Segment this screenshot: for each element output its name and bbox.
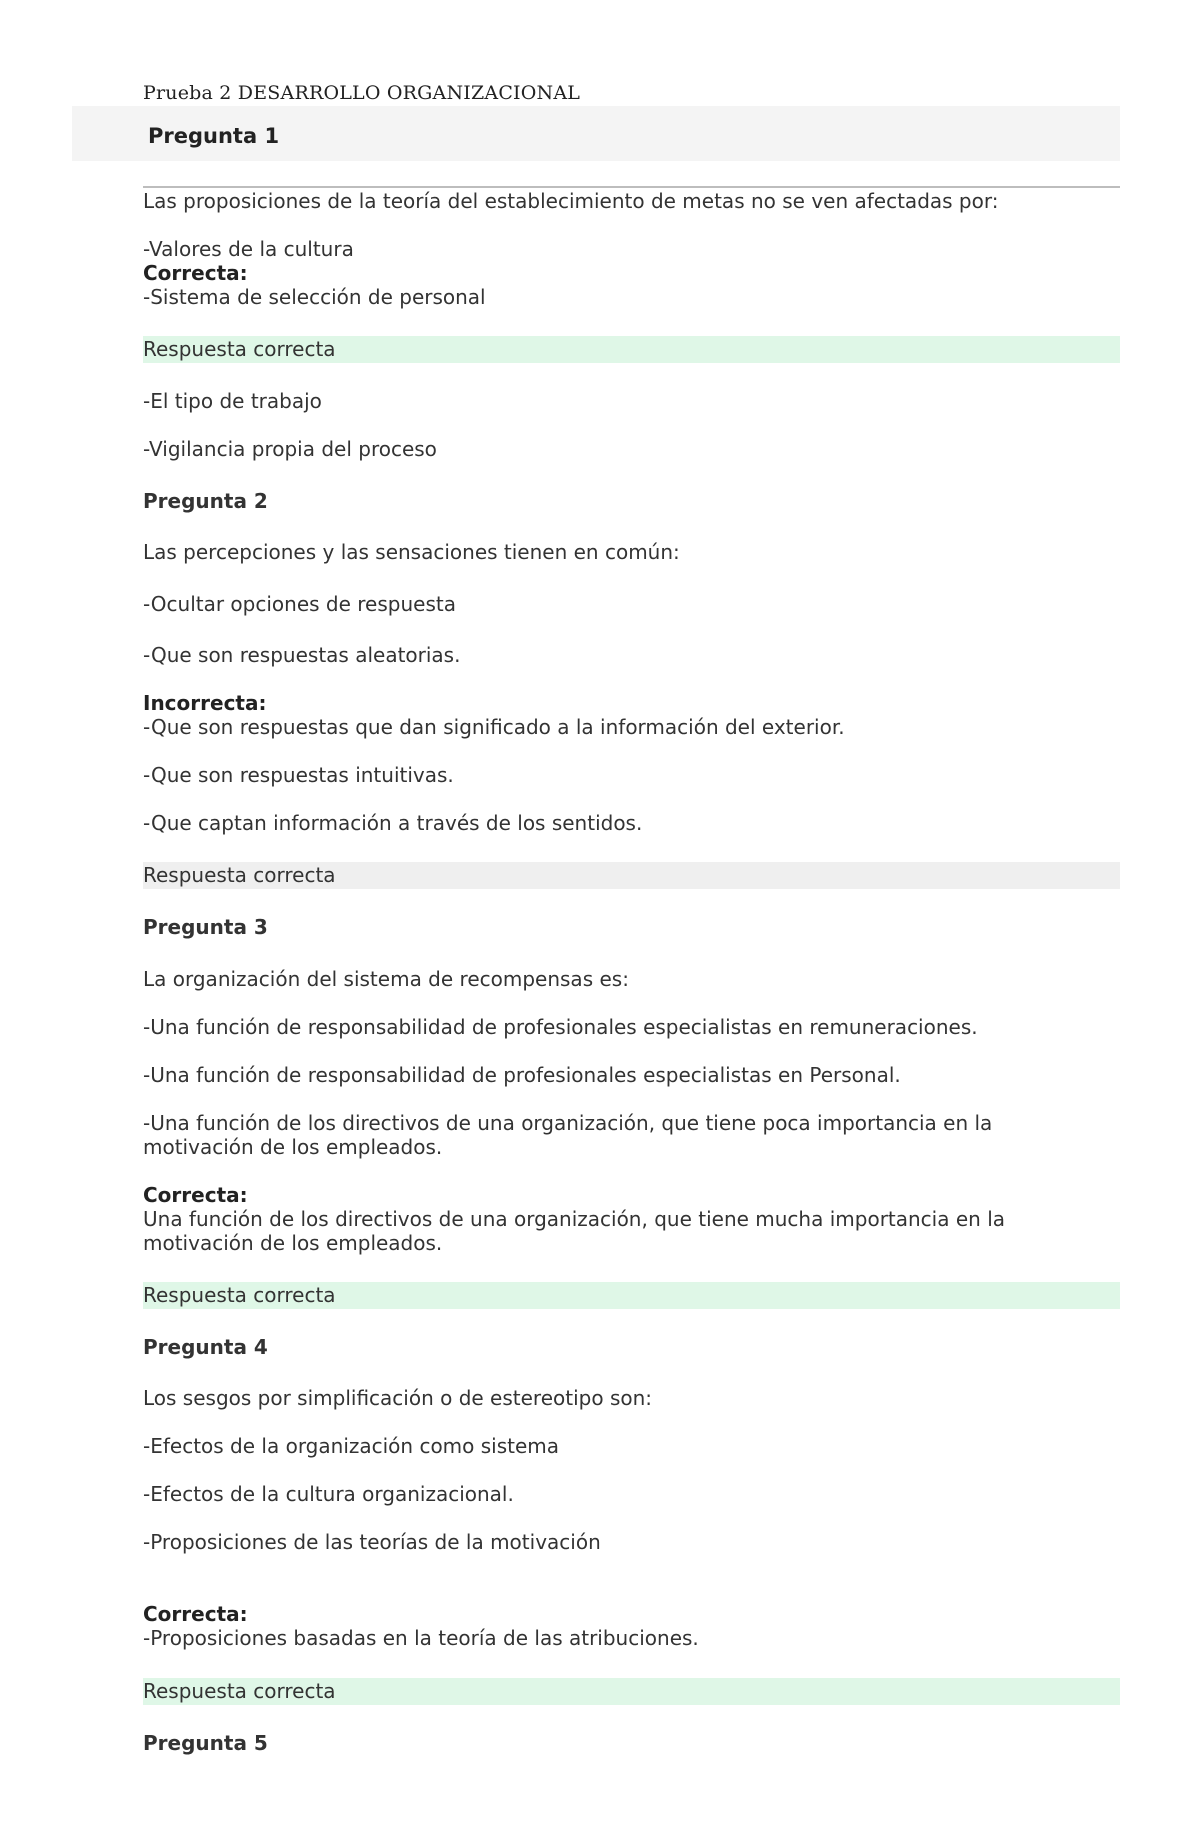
question-1-title: Pregunta 1 bbox=[148, 124, 280, 148]
question-2-title: Pregunta 2 bbox=[143, 489, 268, 513]
document-title: Prueba 2 DESARROLLO ORGANIZACIONAL bbox=[143, 82, 581, 104]
question-3-feedback: Respuesta correcta bbox=[143, 1282, 1120, 1309]
question-2-option-4: -Que son respuestas intuitivas. bbox=[143, 763, 454, 787]
question-2-option-1: -Ocultar opciones de respuesta bbox=[143, 592, 456, 616]
question-3-prompt: La organización del sistema de recompensas es: bbox=[143, 967, 629, 991]
question-2-feedback: Respuesta correcta bbox=[143, 862, 1120, 889]
question-2-result-label: Incorrecta: bbox=[143, 691, 267, 715]
question-5-title: Pregunta 5 bbox=[143, 1731, 268, 1755]
question-1-prompt: Las proposiciones de la teoría del establecimiento de metas no se ven afectadas por: bbox=[143, 189, 999, 213]
question-1-option-2: -Sistema de selección de personal bbox=[143, 285, 486, 309]
question-3-option-1: -Una función de responsabilidad de profesionales especialistas en remuneraciones. bbox=[143, 1015, 978, 1039]
question-1-result-label: Correcta: bbox=[143, 261, 248, 285]
question-1-option-3: -El tipo de trabajo bbox=[143, 389, 322, 413]
question-4-option-1: -Efectos de la organización como sistema bbox=[143, 1434, 560, 1458]
question-1-option-4: -Vigilancia propia del proceso bbox=[143, 437, 437, 461]
question-4-option-2: -Efectos de la cultura organizacional. bbox=[143, 1482, 514, 1506]
question-3-option-2: -Una función de responsabilidad de profesionales especialistas en Personal. bbox=[143, 1063, 901, 1087]
question-2-prompt: Las percepciones y las sensaciones tienen en común: bbox=[143, 540, 680, 564]
question-4-result-label: Correcta: bbox=[143, 1602, 248, 1626]
question-3-option-3-line-1: -Una función de los directivos de una organización, que tiene poca importancia en la bbox=[143, 1111, 993, 1135]
question-3-option-3-line-2: motivación de los empleados. bbox=[143, 1135, 443, 1159]
question-2-option-5: -Que captan información a través de los sentidos. bbox=[143, 811, 643, 835]
question-3-option-4-line-1: Una función de los directivos de una organización, que tiene mucha importancia en la bbox=[143, 1207, 1006, 1231]
question-4-option-3: -Proposiciones de las teorías de la motivación bbox=[143, 1530, 601, 1554]
question-2-option-2: -Que son respuestas aleatorias. bbox=[143, 643, 461, 667]
question-1-rule bbox=[143, 186, 1120, 188]
question-1-option-1: -Valores de la cultura bbox=[143, 237, 354, 261]
question-2-option-3: -Que son respuestas que dan significado a la información del exterior. bbox=[143, 715, 845, 739]
question-1-feedback: Respuesta correcta bbox=[143, 336, 1120, 363]
question-4-title: Pregunta 4 bbox=[143, 1335, 268, 1359]
question-4-feedback: Respuesta correcta bbox=[143, 1678, 1120, 1705]
question-3-title: Pregunta 3 bbox=[143, 915, 268, 939]
question-1-header bbox=[72, 106, 1120, 161]
question-4-option-4: -Proposiciones basadas en la teoría de las atribuciones. bbox=[143, 1626, 699, 1650]
question-3-option-4-line-2: motivación de los empleados. bbox=[143, 1231, 443, 1255]
question-3-result-label: Correcta: bbox=[143, 1183, 248, 1207]
question-4-prompt: Los sesgos por simplificación o de estereotipo son: bbox=[143, 1386, 653, 1410]
